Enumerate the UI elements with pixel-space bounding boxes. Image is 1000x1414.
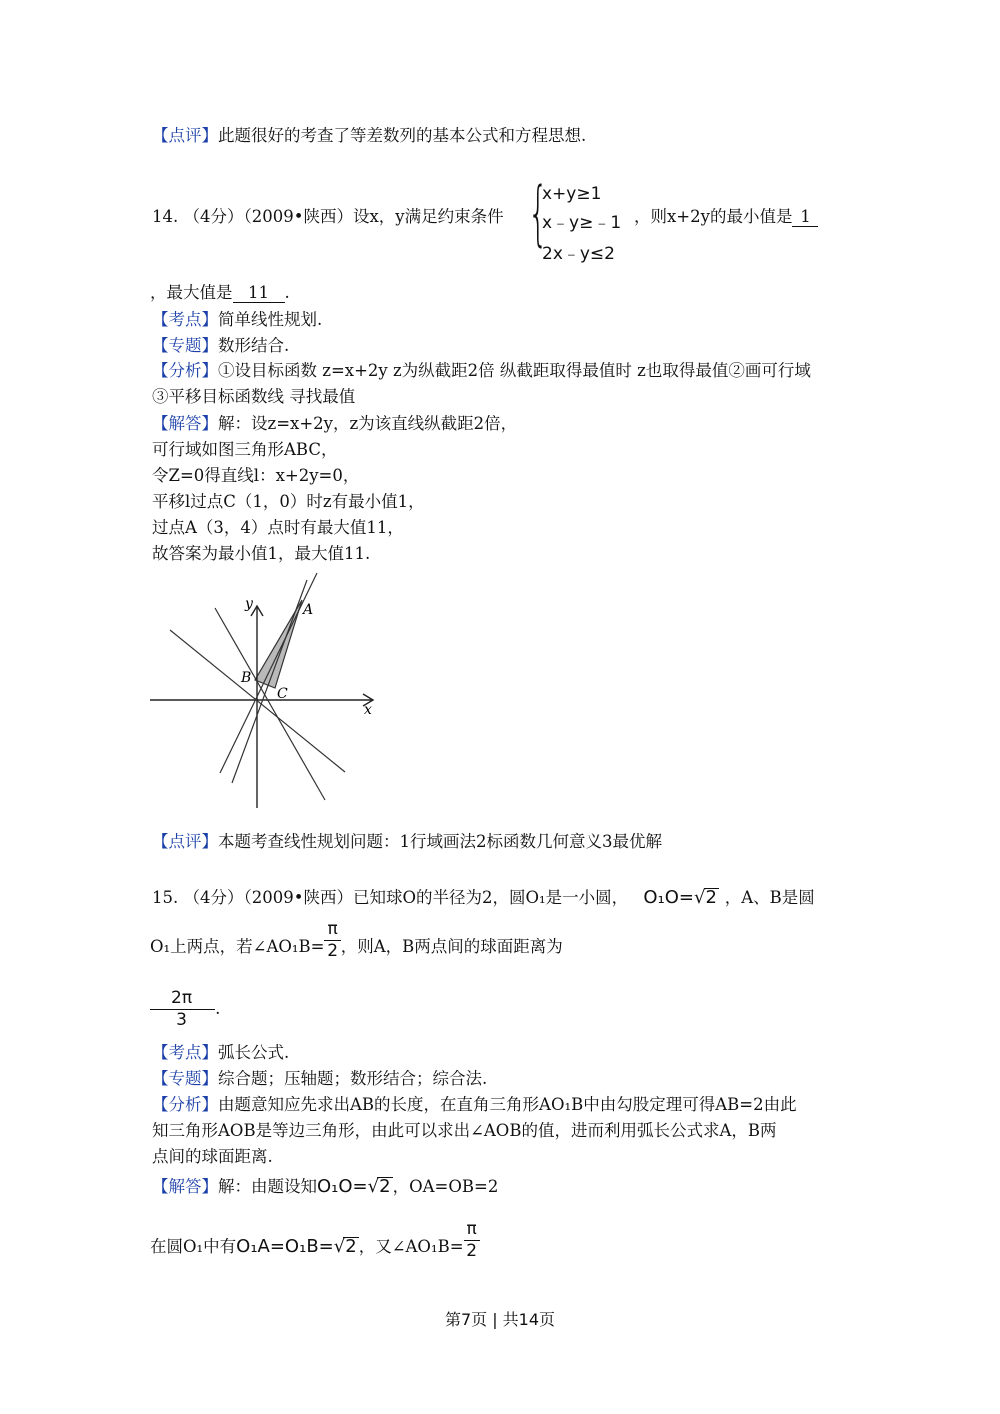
line-x-plus-y (215, 608, 325, 800)
topic-tag: 【专题】 (152, 336, 218, 355)
solution-line-15b (150, 1219, 480, 1261)
sol-eq-sqrt: 2 (379, 1176, 391, 1197)
label-A: A (303, 602, 314, 618)
analysis-text-3: 点间的球面距离. (152, 1147, 273, 1166)
label-x: x (364, 702, 372, 718)
question-14-header: 14. （4分）（2009•陕西）设x，y满足约束条件 (152, 207, 504, 226)
constraint-2: x﹣y≥﹣1 (542, 213, 622, 233)
sol-eq-o1a: O₁A=O₁B=√2 (236, 1236, 357, 1257)
topic-line-14 (152, 338, 289, 355)
analysis-text-2: ③平移目标函数线 寻找最值 (152, 387, 356, 406)
line2-suffix: . (284, 283, 290, 302)
sol-eq-lhs: O₁O= (317, 1176, 368, 1197)
answer-suffix: . (215, 999, 221, 1018)
constraint-brace: { (528, 172, 549, 254)
topic-text: 综合题；压轴题；数形结合；综合法. (218, 1069, 488, 1088)
solution-line: 可行域如图三角形ABC， (152, 440, 338, 459)
review-line-13 (152, 128, 586, 145)
answer-fraction (168, 990, 195, 1029)
question-15-header (152, 888, 815, 907)
review-tag: 【点评】 (152, 832, 218, 851)
question-14-tail (634, 209, 818, 227)
review-text: 此题很好的考查了等差数列的基本公式和方程思想. (218, 126, 587, 145)
question-14-tail-text: ，则x+2y的最小值是 (634, 207, 793, 226)
topic-tag: 【专题】 (152, 1069, 218, 1088)
point-text: 弧长公式. (218, 1043, 290, 1062)
page-footer: 第7页 | 共14页 (444, 1310, 556, 1329)
question-15-header-text: 15. （4分）（2009•陕西）已知球O的半径为2，圆O₁是一小圆， (152, 888, 629, 907)
label-C: C (277, 686, 288, 702)
label-y: y (245, 596, 253, 612)
review-line-14 (152, 834, 662, 851)
review-tag: 【点评】 (152, 126, 218, 145)
sol-l2-prefix: 在圆O₁中有 (150, 1237, 237, 1256)
label-B: B (241, 670, 252, 686)
solution-line: 平移l过点C（1，0）时z有最小值1， (152, 492, 425, 511)
point-tag: 【考点】 (152, 1043, 218, 1062)
point-line-14 (152, 312, 322, 329)
solution-line: 解：设z=x+2y，z为该直线纵截距2倍， (218, 414, 518, 433)
point-line-15 (152, 1045, 289, 1062)
solution-line: 故答案为最小值1，最大值11. (152, 544, 371, 563)
sol-eq-o1o: O₁O=√2 (317, 1176, 391, 1197)
solution-line: 令Z=0得直线l：x+2y=0， (152, 466, 360, 485)
constraint-3: 2x﹣y≤2 (542, 244, 615, 264)
solution-line: 过点A（3，4）点时有最大值11， (152, 518, 404, 537)
angle-fraction (324, 921, 340, 960)
eq-sqrt: 2 (705, 887, 717, 908)
analysis-tag: 【分析】 (152, 361, 218, 380)
line2-suffix: ，则A，B两点间的球面距离为 (340, 937, 563, 956)
analysis-text-1: 由题意知应先求出AB的长度，在直角三角形AO₁B中由勾股定理可得AB=2由此 (218, 1095, 797, 1114)
sol-angle-den: 2 (466, 1241, 478, 1261)
analysis-text-2: 知三角形AOB是等边三角形，由此可以求出∠AOB的值，进而利用弧长公式求A，B两 (152, 1121, 777, 1140)
equation-o1o: O₁O=√2 (643, 887, 717, 908)
topic-text: 数形结合. (218, 336, 290, 355)
question-15-answer (150, 990, 220, 1029)
sol-l1-prefix: 解：由题设知 (218, 1177, 317, 1196)
solution-line-14 (152, 416, 517, 433)
answer-blank-right (195, 1009, 215, 1010)
header-tail: ，A、B是圆 (724, 888, 815, 907)
sol-eq2-sqrt: 2 (345, 1236, 357, 1257)
answer-blank-left (150, 1009, 168, 1010)
sol-angle-num: π (464, 1221, 480, 1241)
question-14-line2 (150, 285, 290, 303)
sol-l2-mid: ，又∠AO₁B= (358, 1237, 464, 1256)
sol-l1-suffix: ，OA=OB=2 (392, 1177, 499, 1196)
max-answer: 11 (233, 285, 285, 303)
solution-line-15 (152, 1177, 498, 1196)
question-15-line2 (150, 919, 563, 961)
eq-lhs: O₁O= (643, 887, 695, 908)
solution-tag: 【解答】 (152, 414, 218, 433)
constraint-1: x+y≥1 (542, 184, 602, 204)
min-answer: 1 (792, 209, 818, 227)
analysis-line-15 (152, 1097, 797, 1114)
solution-tag: 【解答】 (152, 1177, 218, 1196)
line2-prefix: O₁上两点，若∠AO₁B= (150, 937, 325, 956)
point-tag: 【考点】 (152, 310, 218, 329)
angle-num: π (324, 921, 340, 941)
point-text: 简单线性规划. (218, 310, 323, 329)
analysis-tag: 【分析】 (152, 1095, 218, 1114)
analysis-line-14 (152, 363, 811, 380)
answer-den: 3 (176, 1010, 187, 1030)
line2-prefix: ，最大值是 (150, 283, 233, 302)
analysis-text-1: ①设目标函数 z=x+2y z为纵截距2倍 纵截距取得最值时 z也取得最值②画可行域 (218, 361, 811, 380)
sol-angle-fraction (464, 1221, 480, 1260)
answer-num: 2π (168, 990, 195, 1010)
sol-eq2-lhs: O₁A=O₁B= (236, 1236, 334, 1257)
review-text: 本题考查线性规划问题：1行域画法2标函数几何意义3最优解 (218, 832, 662, 851)
topic-line-15 (152, 1071, 487, 1088)
angle-den: 2 (327, 941, 339, 961)
feasible-region-graph (145, 568, 385, 813)
